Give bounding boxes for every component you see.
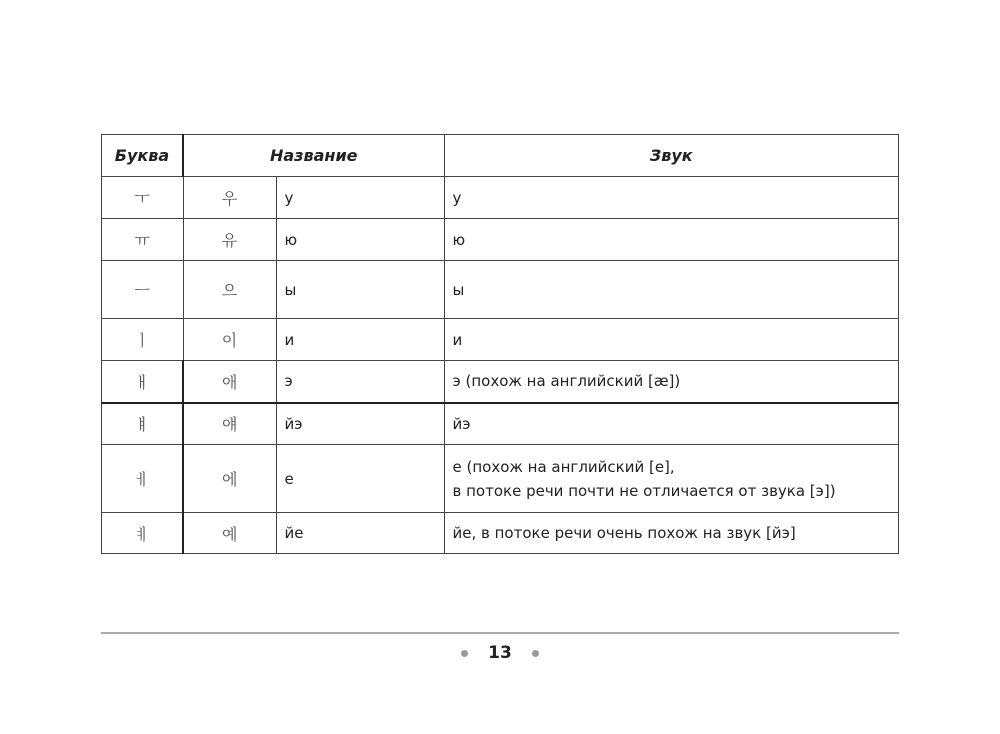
hangul-cell: 유 bbox=[183, 219, 276, 261]
name-cell: ю bbox=[276, 219, 444, 261]
name-cell: у bbox=[276, 177, 444, 219]
page-footer bbox=[0, 643, 1000, 663]
hangul-cell: 애 bbox=[183, 361, 276, 403]
sound-line-1: е (похож на английский [e], bbox=[452, 457, 675, 476]
header-letter: Буква bbox=[102, 135, 184, 177]
name-cell: ы bbox=[276, 261, 444, 319]
letter-cell: ㅒ bbox=[102, 403, 184, 445]
table-row bbox=[102, 319, 899, 361]
letter-cell: ㅖ bbox=[102, 513, 184, 554]
table-header bbox=[102, 135, 899, 177]
name-cell: йэ bbox=[276, 403, 444, 445]
letter-cell: ㅐ bbox=[102, 361, 184, 403]
name-cell: э bbox=[276, 361, 444, 403]
footer-divider bbox=[101, 632, 899, 634]
header-name: Название bbox=[183, 135, 444, 177]
bullet-icon bbox=[461, 650, 468, 657]
sound-cell: йе, в потоке речи очень похож на звук [йэ] bbox=[444, 513, 899, 554]
letter-cell: ㅡ bbox=[102, 261, 184, 319]
table-row bbox=[102, 403, 899, 445]
sound-cell: у bbox=[444, 177, 899, 219]
hangul-cell: 얘 bbox=[183, 403, 276, 445]
name-cell: е bbox=[276, 445, 444, 513]
sound-cell bbox=[444, 445, 899, 513]
table-row bbox=[102, 177, 899, 219]
page-number: 13 bbox=[488, 643, 512, 663]
bullet-icon bbox=[532, 650, 539, 657]
sound-cell: э (похож на английский [æ]) bbox=[444, 361, 899, 403]
table-row bbox=[102, 261, 899, 319]
letter-cell: ㅜ bbox=[102, 177, 184, 219]
name-cell: йе bbox=[276, 513, 444, 554]
sound-line-2: в потоке речи почти не отличается от звука [э]) bbox=[452, 481, 836, 500]
vowel-table bbox=[101, 134, 899, 554]
sound-cell: йэ bbox=[444, 403, 899, 445]
letter-cell: ㅔ bbox=[102, 445, 184, 513]
sound-cell: ы bbox=[444, 261, 899, 319]
table-row bbox=[102, 513, 899, 554]
letter-cell: ㅠ bbox=[102, 219, 184, 261]
table-row bbox=[102, 445, 899, 513]
header-sound: Звук bbox=[444, 135, 899, 177]
name-cell: и bbox=[276, 319, 444, 361]
letter-cell: ㅣ bbox=[102, 319, 184, 361]
hangul-cell: 예 bbox=[183, 513, 276, 554]
hangul-cell: 우 bbox=[183, 177, 276, 219]
hangul-cell: 으 bbox=[183, 261, 276, 319]
hangul-cell: 에 bbox=[183, 445, 276, 513]
table-row bbox=[102, 361, 899, 403]
sound-cell: ю bbox=[444, 219, 899, 261]
sound-cell: и bbox=[444, 319, 899, 361]
hangul-cell: 이 bbox=[183, 319, 276, 361]
table-row bbox=[102, 219, 899, 261]
